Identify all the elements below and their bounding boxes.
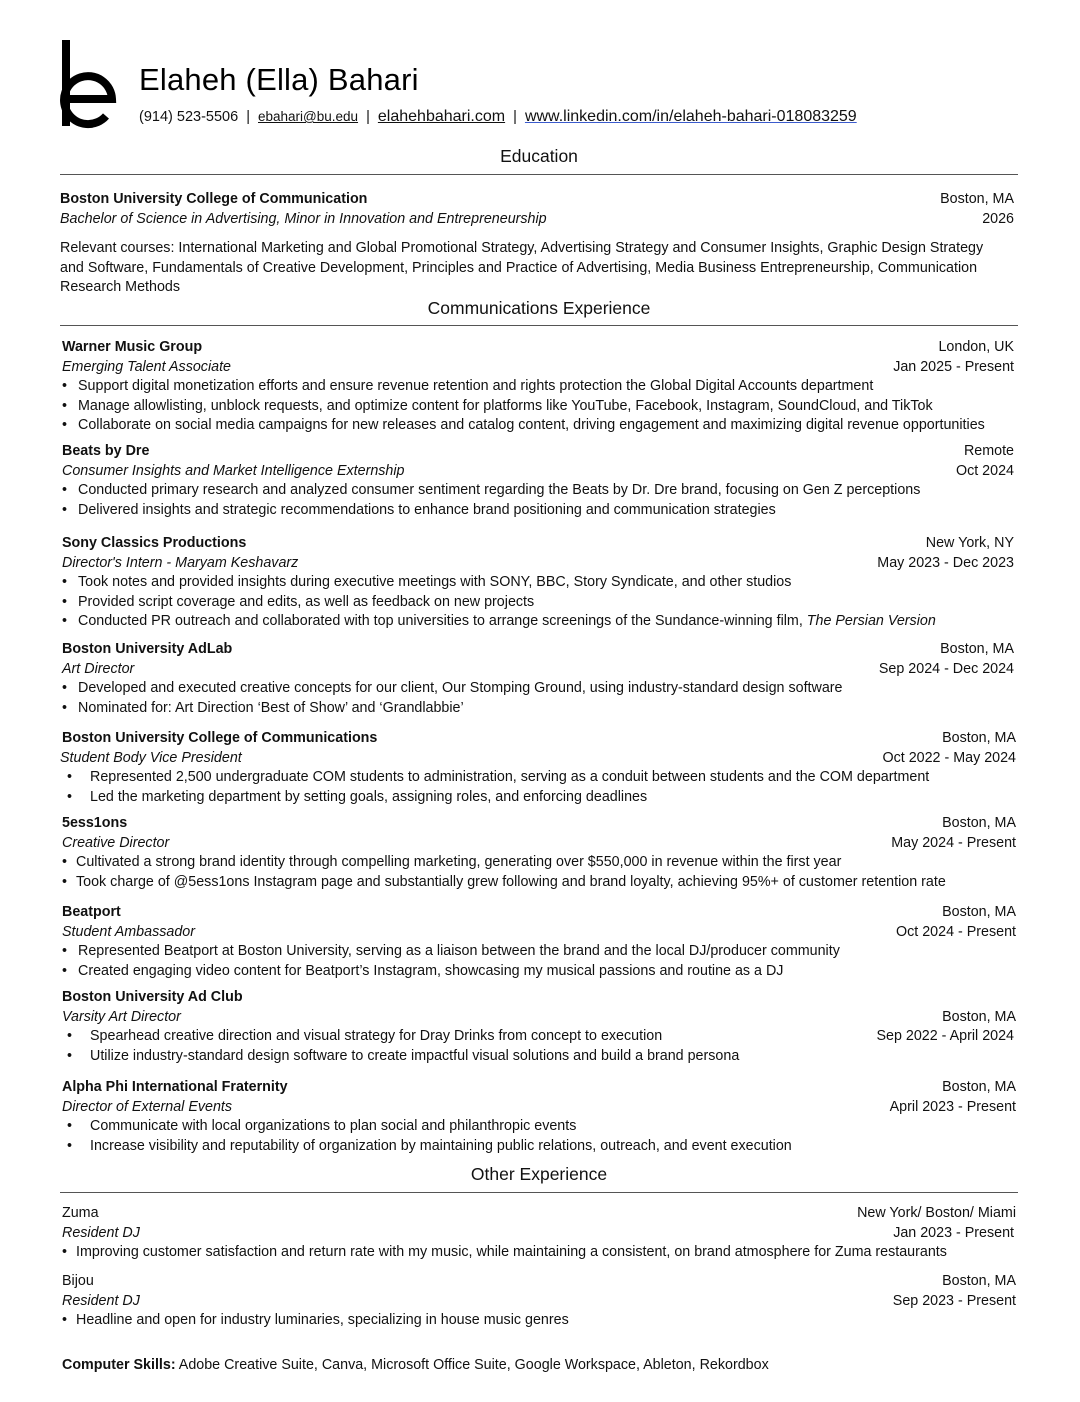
org-name: Alpha Phi International Fraternity bbox=[62, 1079, 288, 1095]
role-title: Student Ambassador bbox=[62, 923, 195, 940]
location: Boston, MA bbox=[942, 815, 1016, 831]
candidate-name: Elaheh (Ella) Bahari bbox=[139, 62, 419, 97]
experience-entry bbox=[60, 729, 1018, 807]
org-name: Boston University AdLab bbox=[62, 641, 233, 657]
bullet-item: • Utilize industry-standard design software to create impactful visual solutions and build a brand persona bbox=[67, 1047, 740, 1064]
separator: | bbox=[513, 109, 517, 125]
school-name: Boston University College of Communication bbox=[60, 191, 368, 207]
bullet-item: • Took notes and provided insights during executive meetings with SONY, BBC, Story Syndicate, and other studios bbox=[62, 574, 792, 590]
location: Remote bbox=[963, 443, 1014, 459]
role-title: Director's Intern - Maryam Keshavarz bbox=[62, 554, 299, 571]
org-name: Beats by Dre bbox=[62, 443, 150, 459]
dates: Oct 2024 bbox=[955, 462, 1014, 479]
separator: | bbox=[246, 109, 250, 125]
bullet-item: • Spearhead creative direction and visual strategy for Dray Drinks from concept to execution Sep 2022 - April 2024 bbox=[60, 1027, 1018, 1047]
dates: May 2024 - Present bbox=[891, 834, 1016, 851]
personal-logo-icon bbox=[60, 40, 120, 130]
location: Boston, MA bbox=[940, 641, 1014, 657]
email-link[interactable]: ebahari@bu.edu bbox=[258, 109, 359, 124]
linkedin-link[interactable]: www.linkedin.com/in/elaheh-bahari-018083259 bbox=[524, 108, 857, 125]
experience-entry bbox=[60, 1204, 1018, 1263]
experience-entry bbox=[60, 338, 1018, 436]
dates: Jan 2025 - Present bbox=[893, 358, 1014, 375]
bullet-item: • Cultivated a strong brand identity through compelling marketing, generating over $550,000 in revenue within the first year bbox=[62, 854, 842, 870]
role-title: Art Director bbox=[62, 660, 135, 677]
skills-label: Computer Skills: bbox=[62, 1357, 176, 1373]
dates: Oct 2024 - Present bbox=[896, 923, 1016, 940]
section-title-other: Other Experience bbox=[470, 1164, 608, 1184]
dates: April 2023 - Present bbox=[889, 1098, 1016, 1115]
separator: | bbox=[366, 109, 370, 125]
bullet-item: • Improving customer satisfaction and return rate with my music, while maintaining a consistent, on brand atmosphere for Zuma restaurants bbox=[62, 1244, 947, 1260]
org-name: Sony Classics Productions bbox=[62, 535, 247, 551]
location: Boston, MA bbox=[942, 1008, 1016, 1025]
film-title: The Persian Version bbox=[806, 613, 936, 629]
section-divider bbox=[60, 325, 1018, 326]
role-title: Resident DJ bbox=[62, 1224, 140, 1241]
org-name: Boston University Ad Club bbox=[62, 989, 243, 1005]
experience-entry bbox=[60, 640, 1018, 718]
experience-entry bbox=[60, 534, 1018, 632]
bullet-item: • Support digital monetization efforts and ensure revenue retention and rights protection the Global Digital Accounts department bbox=[62, 378, 874, 394]
experience-entry bbox=[60, 1078, 1018, 1156]
location: Boston, MA bbox=[942, 904, 1016, 920]
section-title-education: Education bbox=[500, 146, 578, 166]
location: New York/ Boston/ Miami bbox=[857, 1205, 1016, 1221]
bullet-item: • Conducted PR outreach and collaborated with top universities to arrange screenings of the Sundance-winning film, The Persian Version bbox=[62, 613, 936, 629]
location: Boston, MA bbox=[942, 1079, 1016, 1095]
school-location: Boston, MA bbox=[940, 191, 1014, 207]
experience-entry bbox=[60, 903, 1018, 981]
org-name: Beatport bbox=[62, 904, 121, 920]
bullet-item: • Created engaging video content for Beatport’s Instagram, showcasing my musical passions and routine as a DJ bbox=[62, 962, 784, 979]
section-divider bbox=[60, 174, 1018, 175]
role-title: Director of External Events bbox=[62, 1098, 233, 1115]
bullet-item: • Manage allowlisting, unblock requests, and optimize content for platforms like YouTube, Facebook, Instagram, SoundCloud, and TikTok bbox=[62, 397, 933, 414]
website-link[interactable]: elahehbahari.com bbox=[377, 108, 506, 125]
bullet-item: • Provided script coverage and edits, as well as feedback on new projects bbox=[62, 593, 535, 610]
dates: May 2023 - Dec 2023 bbox=[877, 554, 1014, 571]
bullet-item: • Conducted primary research and analyzed consumer sentiment regarding the Beats by Dr. Dre brand, focusing on Gen Z perceptions bbox=[62, 482, 921, 498]
dates: Sep 2024 - Dec 2024 bbox=[878, 660, 1014, 677]
location: Boston, MA bbox=[942, 1273, 1016, 1289]
bullet-item: • Delivered insights and strategic recommendations to enhance brand positioning and communication strategies bbox=[62, 501, 776, 518]
location: New York, NY bbox=[925, 535, 1014, 551]
role-title: Creative Director bbox=[62, 834, 170, 851]
bullet-item: • Led the marketing department by setting goals, assigning roles, and enforcing deadlines bbox=[67, 788, 648, 805]
relevant-courses bbox=[60, 239, 1010, 298]
experience-entry bbox=[60, 1272, 1018, 1331]
bullet-item: • Took charge of @5ess1ons Instagram page and substantially grew following and brand loyalty, achieving 95%+ of customer retention rate bbox=[62, 873, 946, 890]
org-name: Boston University College of Communications bbox=[62, 730, 378, 746]
phone-number: (914) 523-5506 bbox=[139, 109, 239, 125]
role-title: Resident DJ bbox=[62, 1292, 140, 1309]
degree: Bachelor of Science in Advertising, Minor in Innovation and Entrepreneurship bbox=[60, 210, 547, 227]
dates: Sep 2022 - April 2024 bbox=[876, 1028, 1014, 1044]
org-name: Warner Music Group bbox=[62, 339, 203, 355]
org-name: Zuma bbox=[62, 1205, 99, 1221]
bullet-item: • Increase visibility and reputability of organization by maintaining public relations, outreach, and event execution bbox=[67, 1137, 792, 1154]
courses-line: Relevant courses: International Marketing and Global Promotional Strategy, Advertising Strategy and Consumer Insights, Graphic Design Strategy bbox=[60, 240, 984, 256]
dates: Jan 2023 - Present bbox=[893, 1224, 1014, 1241]
experience-entry bbox=[60, 442, 1018, 520]
experience-entry bbox=[60, 814, 1018, 892]
bullet-item: • Nominated for: Art Direction ‘Best of Show’ and ‘Grandlabbie’ bbox=[62, 699, 464, 716]
graduation-year: 2026 bbox=[982, 210, 1014, 227]
experience-entry bbox=[60, 988, 1018, 1066]
dates: Oct 2022 - May 2024 bbox=[882, 749, 1016, 766]
courses-line: and Software, Fundamentals of Creative Development, Principles and Practice of Advertising, Media Business Entrepreneurship, Communication bbox=[60, 259, 978, 276]
location: Boston, MA bbox=[942, 730, 1016, 746]
bullet-item: • Headline and open for industry luminaries, specializing in house music genres bbox=[62, 1312, 569, 1328]
role-title: Consumer Insights and Market Intelligence Externship bbox=[62, 462, 405, 479]
education-entry bbox=[60, 190, 1018, 229]
role-title: Varsity Art Director bbox=[62, 1008, 181, 1025]
contact-line bbox=[139, 108, 857, 126]
dates: Sep 2023 - Present bbox=[892, 1292, 1016, 1309]
bullet-item: • Developed and executed creative concepts for our client, Our Stomping Ground, using industry-standard design software bbox=[62, 680, 843, 696]
org-name: 5ess1ons bbox=[62, 815, 128, 831]
courses-line: Research Methods bbox=[60, 279, 180, 295]
skills-list: Adobe Creative Suite, Canva, Microsoft Office Suite, Google Workspace, Ableton, Rekordbox bbox=[175, 1357, 769, 1373]
org-name: Bijou bbox=[62, 1273, 94, 1289]
bullet-item: • Represented Beatport at Boston University, serving as a liaison between the brand and the local DJ/producer community bbox=[62, 943, 840, 959]
role-title: Emerging Talent Associate bbox=[62, 358, 232, 375]
section-divider bbox=[60, 1192, 1018, 1193]
role-title: Student Body Vice President bbox=[60, 749, 242, 766]
bullet-item: • Collaborate on social media campaigns for new releases and catalog content, driving engagement and maximizing digital revenue opportunities bbox=[62, 417, 985, 433]
bullet-item: • Represented 2,500 undergraduate COM students to administration, serving as a conduit between students and the COM department bbox=[67, 769, 930, 785]
section-title-communications: Communications Experience bbox=[427, 298, 651, 318]
location: London, UK bbox=[938, 339, 1014, 355]
computer-skills bbox=[62, 1357, 769, 1373]
bullet-item: • Communicate with local organizations to plan social and philanthropic events bbox=[67, 1118, 577, 1134]
